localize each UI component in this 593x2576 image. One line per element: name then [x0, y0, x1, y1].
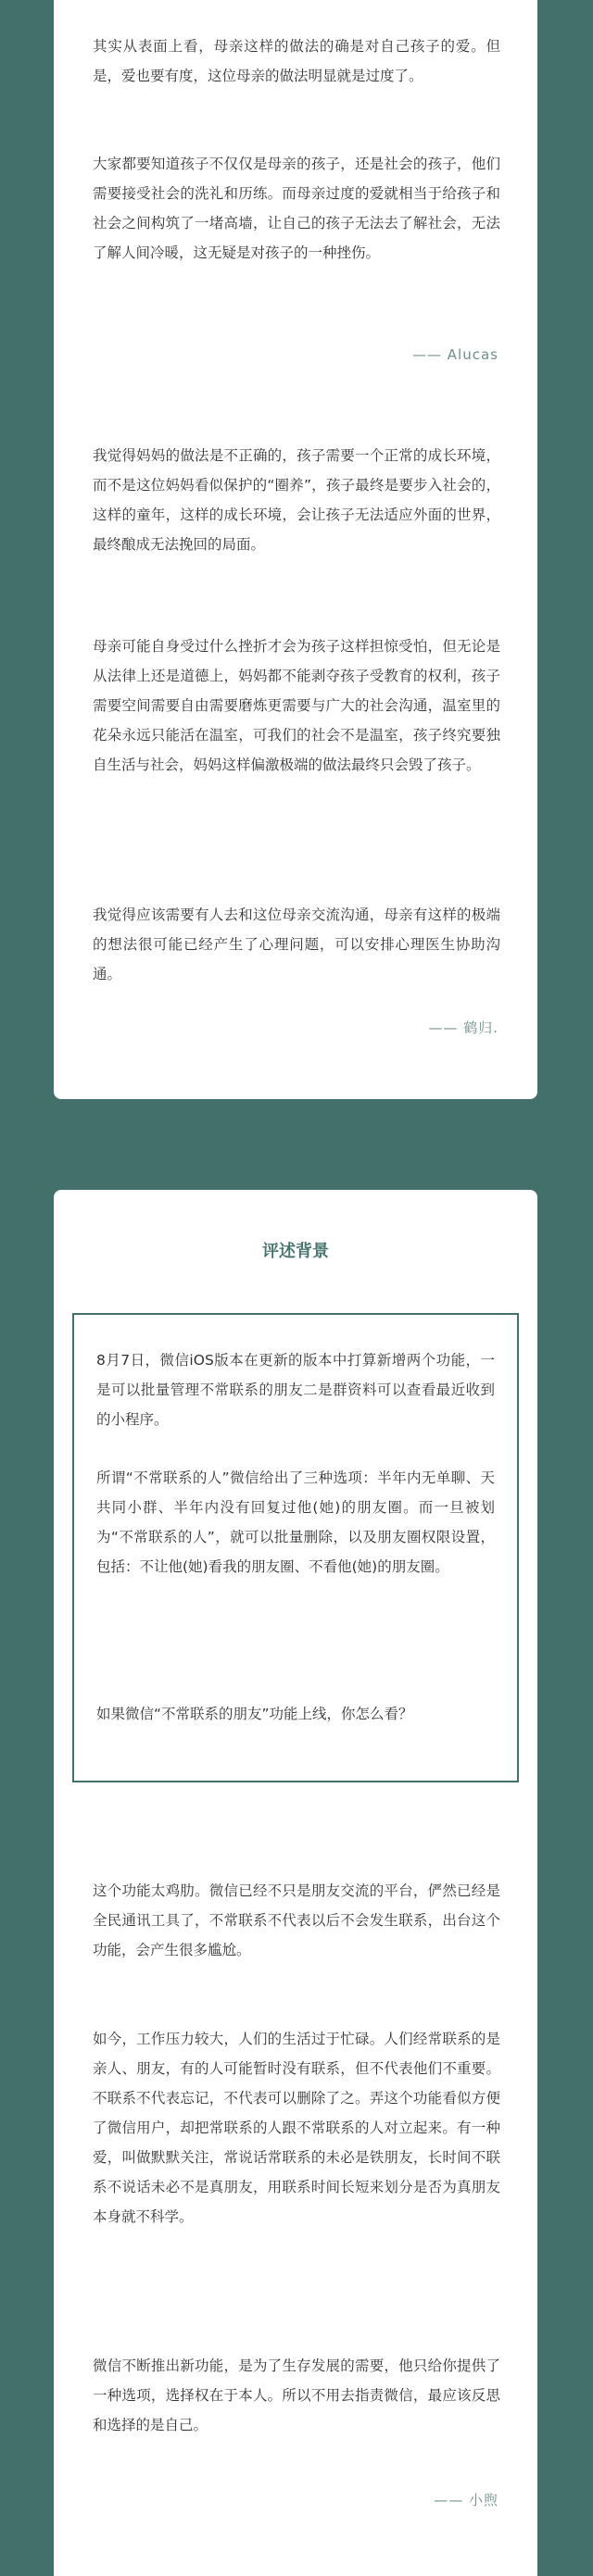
comment-paragraph: 其实从表面上看，母亲这样的做法的确是对自己孩子的爱。但是，爱也要有度，这位母亲的做法明显就是过度了。 — [93, 38, 500, 84]
comment-paragraph: 母亲可能自身受过什么挫折才会为孩子这样担惊受怕，但无论是从法律上还是道德上，妈妈都不能剥夺孩子受教育的权利，孩子需要空间需要自由需要磨炼更需要与广大的社会沟通，温室里的花朵永远只能活在温室，可我们的社会不是温室，孩子终究要独自生活与社会，妈妈这样偏激极端的做法最终只会毁了孩子。 — [93, 638, 500, 773]
background-paragraph: 所谓“不常联系的人”微信给出了三种选项：半年内无单聊、天共同小群、半年内没有回复过他(她)的朋友圈。而一旦被划为“不常联系的人”，就可以批量删除，以及朋友圈权限设置，包括：不让他(她)看我的朋友圈、不看他(她)的朋友圈。 — [96, 1469, 495, 1575]
comment-paragraph: 这个功能太鸡肋。微信已经不只是朋友交流的平台，俨然已经是全民通讯工具了，不常联系不代表以后不会发生联系，出台这个功能，会产生很多尴尬。 — [93, 1882, 500, 1958]
comment-paragraph: 我觉得妈妈的做法是不正确的，孩子需要一个正常的成长环境，而不是这位妈妈看似保护的“圈养”，孩子最终是要步入社会的，这样的童年，这样的成长环境，会让孩子无法适应外面的世界，最终酿成无法挽回的局面。 — [93, 447, 500, 553]
signature-alucas: —— Alucas — [412, 346, 498, 363]
signature-xiaoxu: —— 小煦 — [434, 2492, 498, 2508]
signature-heguei: —— 鹤归. — [428, 1019, 498, 1036]
comment-paragraph: 我觉得应该需要有人去和这位母亲交流沟通，母亲有这样的极端的想法很可能已经产生了心理问题，可以安排心理医生协助沟通。 — [93, 907, 500, 982]
comment-card-1 — [54, 0, 537, 1099]
background-question: 如果微信“不常联系的朋友”功能上线，你怎么看？ — [96, 1706, 413, 1722]
comment-card-2 — [54, 1190, 537, 2576]
comment-paragraph: 如今，工作压力较大，人们的生活过于忙碌。人们经常联系的是亲人、朋友，有的人可能暂时没有联系，但不代表他们不重要。不联系不代表忘记，不代表可以删除了之。弄这个功能看似方便了微信用户，却把常联系的人跟不常联系的人对立起来。有一种爱，叫做默默关注，常说话常联系的未必是铁朋友，长时间不联系不说话未必不是真朋友，用联系时间长短来划分是否为真朋友本身就不科学。 — [93, 2031, 500, 2225]
section-title: 评述背景 — [262, 1242, 329, 1261]
background-paragraph: 8月7日，微信iOS版本在更新的版本中打算新增两个功能，一是可以批量管理不常联系的朋友二是群资料可以查看最近收到的小程序。 — [96, 1352, 495, 1428]
background-box — [72, 1313, 519, 1782]
comment-paragraph: 微信不断推出新功能，是为了生存发展的需要，他只给你提供了一种选项，选择权在于本人。所以不用去指责微信，最应该反思和选择的是自己。 — [93, 2357, 500, 2433]
comment-paragraph: 大家都要知道孩子不仅仅是母亲的孩子，还是社会的孩子，他们需要接受社会的洗礼和历练。而母亲过度的爱就相当于给孩子和社会之间构筑了一堵高墙，让自己的孩子无法去了解社会，无法了解人间冷暖，这无疑是对孩子的一种挫伤。 — [93, 156, 500, 261]
